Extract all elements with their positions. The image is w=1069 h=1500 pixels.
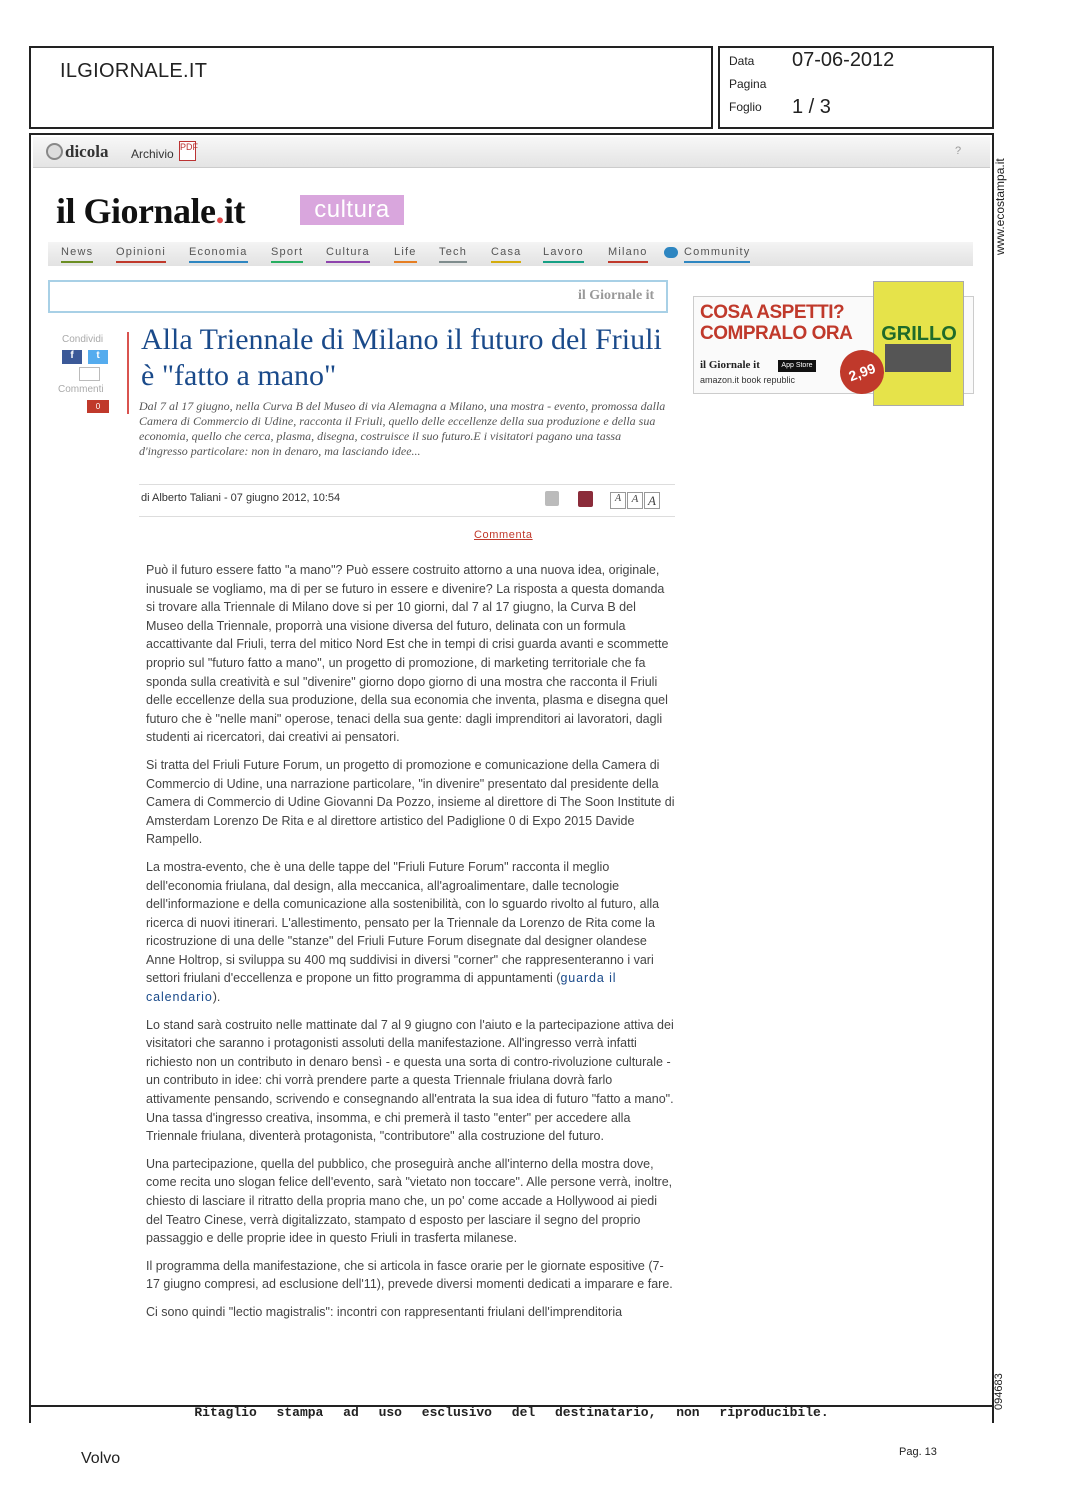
nav-item-lavoro[interactable]: Lavoro — [543, 246, 584, 263]
book-cover-image — [885, 344, 951, 372]
ad-stores: amazon.it book republic — [700, 375, 796, 385]
commenta-link[interactable]: Commenta — [474, 529, 533, 541]
paragraph-text: La mostra-evento, che è una delle tappe del "Friuli Future Forum" racconta il meglio dell'economia friulana, dal design, alla meccanica, all'agroalimentare, dalle tecnologie dell'informazione e della comunicazione alla sostenibilità, con lo sguardo rivolto al futuro, alla ricerca di nuovi itinerari. L'allestimento, pensato per la Triennale da Lorenzo de Rita come la ricostruzione di una delle "stanze" del Friuli Future Forum disegnate dal designer olandese Anne Holtrop, si sviluppa su 400 mq suddivisi in diversi "corner" che rappresenteranno i vari settori friulani d'eccellenza e propone un fitto programma di appuntamenti ( — [146, 859, 660, 986]
article-body — [146, 561, 676, 1331]
nav-item-news[interactable]: News — [61, 246, 93, 263]
search-bar[interactable] — [48, 280, 668, 313]
share-label: Condividi — [62, 334, 104, 345]
ad-headline-line2: COMPRALO ORA — [700, 323, 853, 344]
nav-item-economia[interactable]: Economia — [189, 246, 248, 263]
logo-text: il Giornale — [56, 191, 216, 231]
publication-name: ILGIORNALE.IT — [60, 60, 208, 82]
nav-item-casa[interactable]: Casa — [491, 246, 521, 263]
pdf-icon[interactable]: PDF — [179, 141, 196, 161]
article-paragraph — [146, 858, 676, 1007]
archivio-link[interactable]: Archivio — [131, 147, 174, 161]
book-title: GRILLO — [881, 323, 957, 345]
comments-label: Commenti — [58, 384, 104, 395]
ad-headline — [700, 302, 852, 344]
font-medium-button[interactable]: A — [627, 492, 643, 509]
article-title: Alla Triennale di Milano il futuro del Friuli è "fatto a mano" — [141, 323, 662, 392]
edicola-logo[interactable]: dicola — [65, 142, 109, 161]
search-bar-brand: il Giornale it — [578, 288, 655, 303]
comment-count-badge[interactable]: 0 — [87, 400, 109, 413]
client-name: Volvo — [81, 1450, 121, 1467]
nav-item-tech[interactable]: Tech — [439, 246, 467, 263]
article-paragraph: Ci sono quindi "lectio magistralis": incontri con rappresentanti friulani dell'imprenditoria — [146, 1304, 623, 1319]
print-icon[interactable] — [545, 491, 559, 506]
foglio-label: Foglio — [729, 100, 762, 114]
article-paragraph: Il programma della manifestazione, che si articola in fasce orarie per le giornate espositive (7-17 giugno compresi, ad esclusione dell'11), prevede diversi momenti dedicati a imparare e fare. — [146, 1258, 673, 1292]
data-value: 07-06-2012 — [792, 49, 895, 71]
mail-icon[interactable] — [79, 367, 100, 381]
article-paragraph: Può il futuro essere fatto "a mano"? Può essere costruito attorno a una nuova idea, originale, inusuale se vogliamo, ma di per se futuro in essere e divenire? La risposta a questa domanda si trovare alla Triennale di Milano dove si per 10 giorni, dal 7 al 17 giugno, la Curva B del Museo della Triennale, proporrà una visione diversa del futuro, delinata con un formula accattivante dal Friuli, terra del mitico Nord Est che in tempi di crisi guarda avanti e scommette proprio sul "futuro fatto a mano", un progetto di promozione, di marketing territoriale che fa sponda sulla creatività e sul "divenire" giorno dopo giorno di una mostra che racconta il Friuli delle eccellenze della sua produzione, della sua economia che inventa, plasma e disegna quel futuro che è "nelle mani" operose, tenaci della sua gente: dagli imprenditori ai lavoratori, dagli studenti ai ricercatori, dai creativi ai pensatori. — [146, 563, 669, 745]
article-byline: di Alberto Taliani - 07 giugno 2012, 10:54 — [141, 492, 341, 504]
article-paragraph: Si tratta del Friuli Future Forum, un progetto di promozione e comunicazione della Camera di Commercio di Udine, una narrazione particolare, "in divenire" presentato dal presidente della Camera di Commercio di Udine Giovanni Da Pozzo, insieme al direttore di The Soon Institute di Amsterdam Lorenzo De Rita e al direttore artistico del Padiglione 0 di Expo 2015 Davide Rampello. — [146, 757, 675, 847]
calendar-link[interactable]: guarda il calendario — [146, 971, 617, 1005]
app-store-badge[interactable]: App Store — [778, 360, 816, 372]
page-number: Pag. 13 — [899, 1446, 937, 1458]
side-url: www.ecostampa.it — [993, 158, 1007, 255]
logo-dot: . — [215, 191, 224, 231]
data-label: Data — [729, 54, 755, 68]
nav-item-opinioni[interactable]: Opinioni — [116, 246, 166, 263]
nav-item-milano[interactable]: Milano — [608, 246, 648, 263]
nav-item-community[interactable]: Community — [684, 246, 750, 263]
nav-item-cultura[interactable]: Cultura — [326, 246, 370, 263]
edicola-logo-icon — [46, 143, 63, 160]
help-button[interactable]: ? — [955, 145, 962, 157]
foglio-value: 1 / 3 — [792, 96, 831, 118]
edicola-toolbar — [33, 137, 990, 168]
ad-headline-line1: COSA ASPETTI? — [700, 302, 845, 323]
nav-item-sport[interactable]: Sport — [271, 246, 303, 263]
price-badge: 2,99 — [834, 344, 890, 400]
article-paragraph: Una partecipazione, quella del pubblico, che proseguirà anche all'interno della mostra dove, come recita uno slogan felice dell'evento, sarà "vietato non toccare". Alle persone verrà, inoltre, chiesto di lasciare il ritratto della propria mano che, un po' come accade a Hollywood ai piedi del Teatro Cinese, verrà digitalizzato, stampato d esposto per lasciare il segno del proprio passaggio e delle proprie idee in questo Friuli in trasferta milanese. — [146, 1156, 673, 1246]
paragraph-text: ). — [212, 990, 221, 1005]
font-small-button[interactable]: A — [610, 492, 626, 509]
community-bubble-icon — [664, 247, 678, 258]
clipping-footer-text: Ritaglio stampa ad uso esclusivo del destinatario, non riproducibile. — [194, 1405, 829, 1420]
ad-brand: il Giornale it — [700, 359, 760, 371]
logo-suffix: it — [224, 191, 245, 231]
pagina-label: Pagina — [729, 77, 767, 91]
section-badge[interactable]: cultura — [300, 195, 404, 225]
side-code: 094683 — [993, 1373, 1005, 1410]
save-icon[interactable] — [578, 491, 593, 507]
facebook-icon[interactable]: f — [62, 350, 82, 364]
article-lead: Dal 7 al 17 giugno, nella Curva B del Museo di via Alemagna a Milano, una mostra - evento, promossa dalla Camera di Commercio di Udine, racconta il Friuli, quello delle eccellenze della sua produzione e della sua economia, quello che cerca, plasma, disegna, costruisce il suo futuro.E i visitatori pagano una tassa d'ingresso particolare: non in denaro, ma lasciando idee... — [139, 399, 666, 458]
site-logo[interactable] — [56, 190, 245, 232]
nav-item-life[interactable]: Life — [394, 246, 417, 263]
article-paragraph: Lo stand sarà costruito nelle mattinate dal 7 al 9 giugno con l'aiuto e la partecipazione attiva dei visitatori che saranno i protagonisti assoluti della manifestazione. All'ingresso verrà infatti richiesto non un contributo in denaro bensì - e questa una sorta di contro-rivoluzione culturale - un contributo in idee: chi vorrà prendere parte a questa Triennale friulana dovrà farlo attivamente pensando, scrivendo e consegnando all'entrata la sua idea di futuro "fatto a mano". Una tassa d'ingresso creativa, insomma, e chi premerà il tasto "enter" per accedere alla Triennale friulana, diventerà protagonista, "contributore" alla costruzione del futuro. — [146, 1017, 674, 1144]
font-large-button[interactable]: A — [644, 492, 660, 509]
header-publication-box — [29, 46, 713, 129]
twitter-icon[interactable]: t — [88, 350, 108, 364]
title-accent-rule — [127, 332, 129, 414]
